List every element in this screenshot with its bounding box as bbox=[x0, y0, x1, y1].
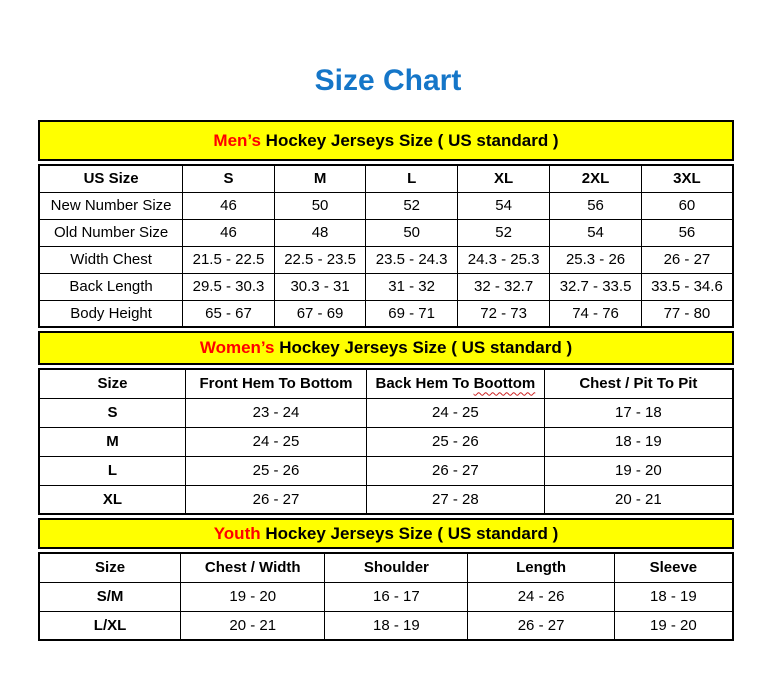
column-header: XL bbox=[457, 165, 549, 192]
size-cell: 25 - 26 bbox=[185, 456, 366, 485]
size-cell: 18 - 19 bbox=[325, 611, 468, 640]
header-row bbox=[39, 369, 733, 398]
section-banner-womens bbox=[38, 331, 734, 365]
section-mens bbox=[38, 120, 734, 328]
row-label: Width Chest bbox=[39, 246, 183, 273]
row-label: L bbox=[39, 456, 185, 485]
banner-text: Hockey Jerseys Size ( US standard ) bbox=[274, 338, 573, 357]
size-cell: 26 - 27 bbox=[468, 611, 614, 640]
size-cell: 18 - 19 bbox=[544, 427, 733, 456]
size-cell: 60 bbox=[641, 192, 733, 219]
column-header: US Size bbox=[39, 165, 183, 192]
size-cell: 31 - 32 bbox=[366, 273, 458, 300]
banner-text: Hockey Jerseys Size ( US standard ) bbox=[260, 130, 559, 150]
column-header-text: Back Hem To bbox=[375, 375, 474, 393]
column-header bbox=[367, 369, 545, 398]
size-cell: 29.5 - 30.3 bbox=[183, 273, 275, 300]
row-label: New Number Size bbox=[39, 192, 183, 219]
section-womens bbox=[38, 331, 734, 515]
size-cell: 27 - 28 bbox=[367, 485, 545, 514]
column-header: S bbox=[183, 165, 275, 192]
column-header: Size bbox=[39, 369, 185, 398]
table-row bbox=[39, 582, 733, 611]
size-table-womens bbox=[38, 368, 734, 515]
size-cell: 54 bbox=[550, 219, 642, 246]
size-cell: 18 - 19 bbox=[614, 582, 733, 611]
section-banner-mens bbox=[38, 120, 734, 161]
row-label: XL bbox=[39, 485, 185, 514]
size-cell: 77 - 80 bbox=[641, 300, 733, 327]
table-row bbox=[39, 246, 733, 273]
size-cell: 26 - 27 bbox=[185, 485, 366, 514]
column-header: Shoulder bbox=[325, 553, 468, 582]
banner-text: Hockey Jerseys Size ( US standard ) bbox=[260, 523, 559, 543]
section-banner-youth bbox=[38, 518, 734, 549]
row-label: Back Length bbox=[39, 273, 183, 300]
size-cell: 72 - 73 bbox=[457, 300, 549, 327]
size-cell: 69 - 71 bbox=[366, 300, 458, 327]
column-header: Length bbox=[468, 553, 614, 582]
size-cell: 24.3 - 25.3 bbox=[457, 246, 549, 273]
header-row bbox=[39, 553, 733, 582]
table-row bbox=[39, 300, 733, 327]
size-cell: 65 - 67 bbox=[183, 300, 275, 327]
size-cell: 48 bbox=[274, 219, 366, 246]
column-header: Sleeve bbox=[614, 553, 733, 582]
size-table-mens bbox=[38, 164, 734, 328]
size-cell: 32 - 32.7 bbox=[457, 273, 549, 300]
size-cell: 46 bbox=[183, 192, 275, 219]
table-row bbox=[39, 192, 733, 219]
page-title: Size Chart bbox=[314, 64, 462, 97]
size-cell: 33.5 - 34.6 bbox=[641, 273, 733, 300]
size-cell: 16 - 17 bbox=[325, 582, 468, 611]
size-cell: 67 - 69 bbox=[274, 300, 366, 327]
size-cell: 52 bbox=[366, 192, 458, 219]
size-cell: 26 - 27 bbox=[641, 246, 733, 273]
size-cell: 17 - 18 bbox=[544, 398, 733, 427]
table-row bbox=[39, 398, 733, 427]
misspelling-flagged-word: Boottom bbox=[473, 375, 536, 393]
size-cell: 50 bbox=[274, 192, 366, 219]
row-label: S/M bbox=[39, 582, 181, 611]
size-cell: 19 - 20 bbox=[181, 582, 325, 611]
size-cell: 25 - 26 bbox=[367, 427, 545, 456]
size-cell: 52 bbox=[457, 219, 549, 246]
column-header: Chest / Width bbox=[181, 553, 325, 582]
size-cell: 20 - 21 bbox=[181, 611, 325, 640]
size-table-youth bbox=[38, 552, 734, 641]
size-cell: 19 - 20 bbox=[544, 456, 733, 485]
banner-highlight-word: Women’s bbox=[199, 338, 275, 357]
row-label: Body Height bbox=[39, 300, 183, 327]
header-row bbox=[39, 165, 733, 192]
column-header: M bbox=[274, 165, 366, 192]
row-label: L/XL bbox=[39, 611, 181, 640]
column-header: Size bbox=[39, 553, 181, 582]
size-cell: 54 bbox=[457, 192, 549, 219]
size-cell: 23.5 - 24.3 bbox=[366, 246, 458, 273]
column-header: 3XL bbox=[641, 165, 733, 192]
table-row bbox=[39, 273, 733, 300]
column-header: 2XL bbox=[550, 165, 642, 192]
size-cell: 20 - 21 bbox=[544, 485, 733, 514]
size-cell: 24 - 25 bbox=[367, 398, 545, 427]
size-cell: 26 - 27 bbox=[367, 456, 545, 485]
table-row bbox=[39, 427, 733, 456]
table-row bbox=[39, 485, 733, 514]
column-header: Front Hem To Bottom bbox=[185, 369, 366, 398]
size-cell: 22.5 - 23.5 bbox=[274, 246, 366, 273]
size-cell: 30.3 - 31 bbox=[274, 273, 366, 300]
size-cell: 23 - 24 bbox=[185, 398, 366, 427]
section-youth bbox=[38, 518, 734, 641]
size-cell: 50 bbox=[366, 219, 458, 246]
size-cell: 56 bbox=[641, 219, 733, 246]
size-cell: 46 bbox=[183, 219, 275, 246]
size-cell: 24 - 26 bbox=[468, 582, 614, 611]
table-row bbox=[39, 219, 733, 246]
table-row bbox=[39, 611, 733, 640]
size-cell: 56 bbox=[550, 192, 642, 219]
row-label: S bbox=[39, 398, 185, 427]
table-row bbox=[39, 456, 733, 485]
size-cell: 25.3 - 26 bbox=[550, 246, 642, 273]
row-label: M bbox=[39, 427, 185, 456]
column-header: L bbox=[366, 165, 458, 192]
size-cell: 32.7 - 33.5 bbox=[550, 273, 642, 300]
banner-highlight-word: Youth bbox=[213, 523, 261, 543]
banner-highlight-word: Men’s bbox=[213, 130, 261, 150]
column-header: Chest / Pit To Pit bbox=[544, 369, 733, 398]
size-cell: 74 - 76 bbox=[550, 300, 642, 327]
size-cell: 24 - 25 bbox=[185, 427, 366, 456]
size-cell: 21.5 - 22.5 bbox=[183, 246, 275, 273]
size-tables-container bbox=[38, 120, 734, 641]
size-cell: 19 - 20 bbox=[614, 611, 733, 640]
row-label: Old Number Size bbox=[39, 219, 183, 246]
